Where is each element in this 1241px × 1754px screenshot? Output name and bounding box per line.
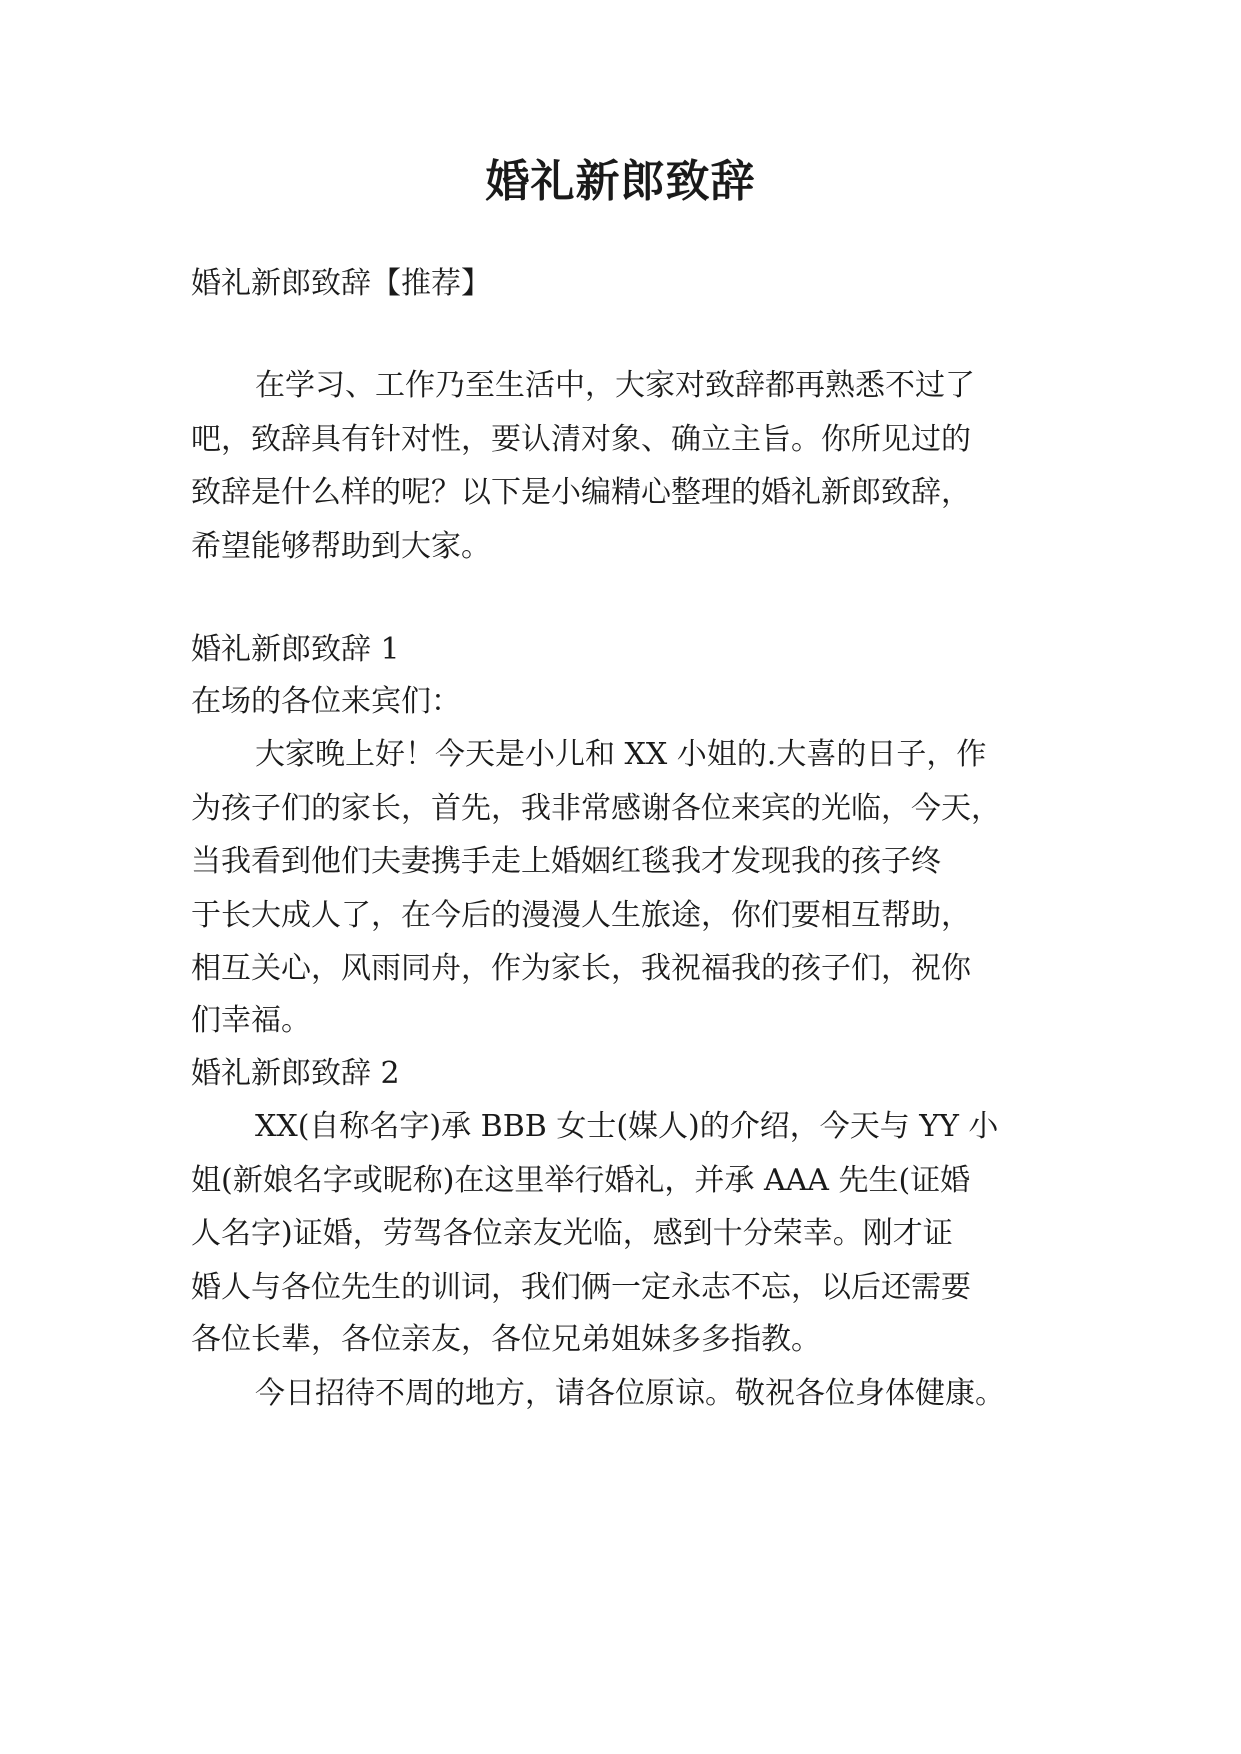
section-1-line: 相互关心，风雨同舟，作为家长，我祝福我的孩子们，祝你 xyxy=(191,951,971,986)
section-2-line: 姐(新娘名字或昵称)在这里举行婚礼，并承 AAA 先生(证婚 xyxy=(191,1163,971,1198)
section-1-heading: 婚礼新郎致辞 1 xyxy=(191,632,400,667)
section-2-line: 各位长辈，各位亲友，各位兄弟姐妹多多指教。 xyxy=(191,1322,821,1357)
section-1-line: 当我看到他们夫妻携手走上婚姻红毯我才发现我的孩子终 xyxy=(191,844,941,879)
section-1-line: 于长大成人了，在今后的漫漫人生旅途，你们要相互帮助， xyxy=(191,898,971,933)
section-2-closing: 今日招待不周的地方，请各位原谅。敬祝各位身体健康。 xyxy=(255,1376,1005,1411)
section-2-line: 人名字)证婚，劳驾各位亲友光临，感到十分荣幸。刚才证 xyxy=(191,1216,953,1251)
document-subtitle: 婚礼新郎致辞【推荐】 xyxy=(191,266,491,301)
section-2-heading: 婚礼新郎致辞 2 xyxy=(191,1056,400,1091)
section-1-greeting: 在场的各位来宾们： xyxy=(191,684,461,719)
section-2-line: XX(自称名字)承 BBB 女士(媒人)的介绍，今天与 YY 小 xyxy=(255,1109,999,1144)
section-1-line: 为孩子们的家长，首先，我非常感谢各位来宾的光临，今天， xyxy=(191,791,1001,826)
document-title: 婚礼新郎致辞 xyxy=(485,156,756,207)
intro-line: 在学习、工作乃至生活中，大家对致辞都再熟悉不过了 xyxy=(255,368,975,403)
intro-line: 吧，致辞具有针对性，要认清对象、确立主旨。你所见过的 xyxy=(191,422,971,457)
section-1-line: 大家晚上好！今天是小儿和 XX 小姐的.大喜的日子，作 xyxy=(255,737,987,772)
section-2-line: 婚人与各位先生的训词，我们俩一定永志不忘，以后还需要 xyxy=(191,1270,971,1305)
intro-line: 致辞是什么样的呢？以下是小编精心整理的婚礼新郎致辞， xyxy=(191,475,971,510)
section-1-line: 们幸福。 xyxy=(191,1003,311,1038)
intro-line: 希望能够帮助到大家。 xyxy=(191,529,491,564)
